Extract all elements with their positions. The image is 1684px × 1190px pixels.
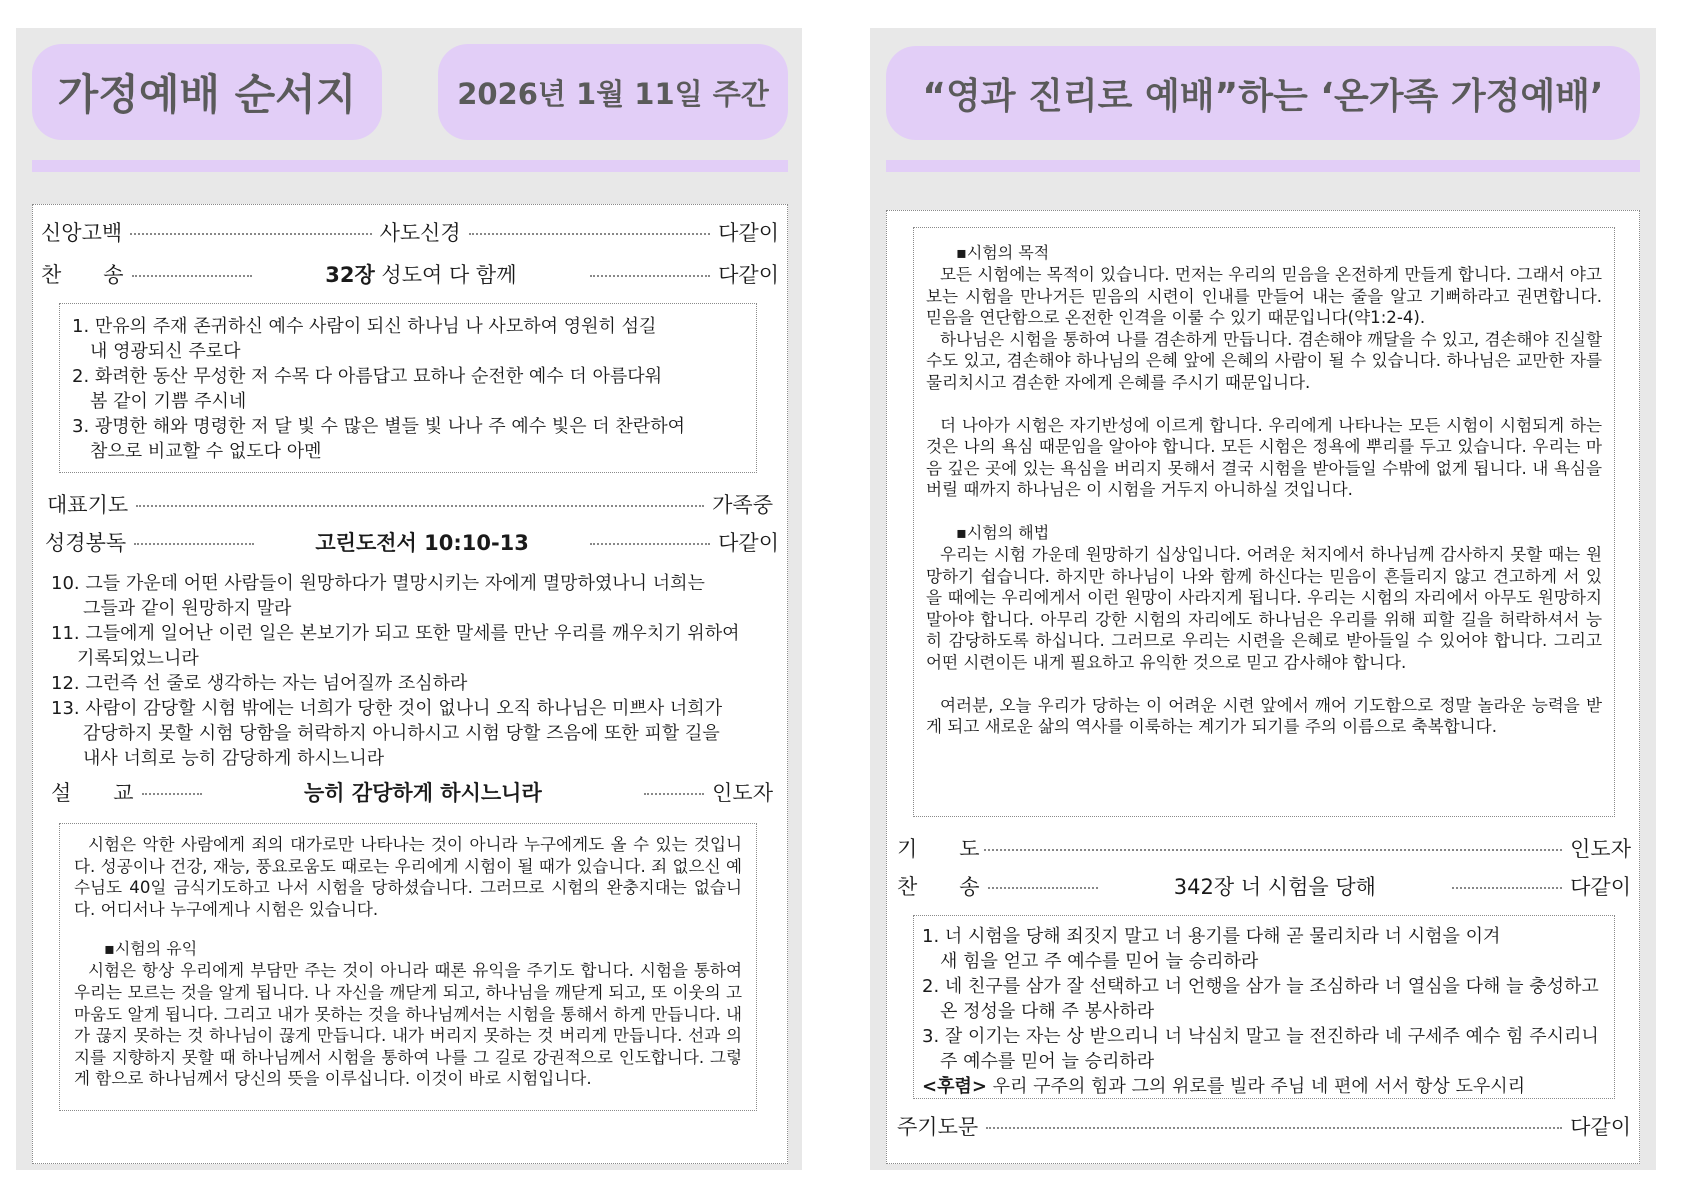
sermon-paragraph: 여러분, 오늘 우리가 당하는 이 어려운 시련 앞에서 깨어 기도함으로 정말 놀라운 능력을 받게 되고 새로운 삶의 역사를 이룩하는 계기가 되기를 주의 이름으로 축복합니다. — [926, 695, 1602, 737]
verse-line: 2. 네 친구를 삼가 잘 선택하고 너 언행을 삼가 늘 조심하라 너 열심을 다해 늘 충성하고 — [922, 976, 1599, 997]
verse-line: 1. 만유의 주재 존귀하신 예수 사람이 되신 하나님 나 사모하여 영원히 섬길 — [72, 316, 657, 337]
paragraph-gap — [74, 920, 742, 938]
verse-line: 감당하지 못할 시험 당함을 허락하지 아니하시고 시험 당할 즈음에 또한 피할 길을 — [83, 723, 720, 744]
refrain-label: <후렴> — [922, 1076, 987, 1097]
sermon-body — [913, 227, 1615, 817]
creed-row — [41, 217, 779, 247]
order-card — [32, 204, 788, 1164]
prayer-right: 인도자 — [1570, 837, 1631, 861]
prayer-label: 대표기도 — [47, 493, 129, 517]
leader-dots — [590, 275, 710, 277]
hymn-right: 다같이 — [718, 263, 779, 287]
verse-line: 온 정성을 다해 주 봉사하라 — [940, 1001, 1155, 1022]
hymn-title: 342장 너 시험을 당해 — [1173, 875, 1376, 899]
scripture-verse — [51, 621, 771, 671]
paragraph-gap — [926, 501, 1602, 522]
leader-dots — [142, 793, 202, 795]
verse-line: 2. 화려한 동산 무성한 저 수목 다 아름답고 묘하나 순전한 예수 더 아름다워 — [72, 366, 663, 387]
page-title: 가정예배 순서지 — [32, 44, 382, 140]
verse-line: 내사 너희로 능히 감당하게 하시느니라 — [83, 748, 385, 769]
verse-line: 주 예수를 믿어 늘 승리하라 — [940, 1051, 1155, 1072]
title-divider — [32, 160, 788, 172]
leader-dots — [130, 233, 371, 235]
sermon-subheading: ▪시험의 유익 — [104, 939, 198, 959]
hymn-verse — [922, 924, 1606, 974]
verse-line: 그들과 같이 원망하지 말라 — [83, 598, 292, 619]
paragraph-gap — [926, 394, 1602, 415]
reading-right: 다같이 — [718, 531, 779, 555]
sermon-subheading: ▪시험의 목적 — [956, 243, 1050, 262]
hymn-lyrics — [913, 915, 1615, 1099]
sermon-right: 인도자 — [712, 781, 773, 805]
verse-line: 11. 그들에게 일어난 이런 일은 본보기가 되고 또한 말세를 만난 우리를 깨우치기 위하여 — [51, 623, 740, 644]
sermon-body — [59, 823, 757, 1111]
hymn-refrain — [922, 1074, 1606, 1099]
refrain-text: 우리 구주의 힘과 그의 위로를 빌라 주님 네 편에 서서 항상 도우시리 — [986, 1076, 1526, 1097]
reading-label: 성경봉독 — [45, 531, 127, 555]
sermon-paragraph: 하나님은 시험을 통하여 나를 겸손하게 만듭니다. 겸손해야 깨달을 수 있고, 겸손해야 진실할 수도 있고, 겸손해야 하나님의 은혜 앞에 은혜의 사람이 될 수 있습니다. 하나님은 교만한 자를 물리치시고 겸손한 자에게 은혜를 주시기 때문입니다. — [926, 329, 1602, 392]
title-divider — [886, 160, 1640, 172]
hymn-row — [41, 259, 779, 289]
hymn-title — [260, 259, 583, 289]
scripture-verse — [51, 671, 771, 696]
hymn-label: 찬 송 — [897, 875, 980, 899]
page-title: “영과 진리로 예배”하는 ‘온가족 가정예배’ — [886, 46, 1640, 140]
leader-dots — [136, 505, 704, 507]
hymn-verse — [72, 314, 744, 364]
creed-center: 사도신경 — [379, 221, 461, 245]
sermon-title: 능히 감당하게 하시느니라 — [303, 781, 542, 805]
verse-line: 참으로 비교할 수 없도다 아멘 — [90, 441, 322, 462]
hymn-name: 성도여 다 함께 — [374, 263, 517, 287]
leader-dots — [988, 887, 1098, 889]
prayer-right: 가족중 — [712, 493, 773, 517]
leader-dots — [132, 275, 252, 277]
verse-line: 3. 잘 이기는 자는 상 받으리니 너 낙심치 말고 늘 전진하라 네 구세주 예수 힘 주시리니 — [922, 1026, 1599, 1047]
sermon-card — [886, 210, 1640, 1164]
creed-right: 다같이 — [718, 221, 780, 245]
hymn-verse — [72, 364, 744, 414]
sermon-paragraph: 더 나아가 시험은 자기반성에 이르게 합니다. 우리에게 나타나는 모든 시험이 시험되게 하는 것은 나의 욕심 때문임을 알아야 합니다. 모든 시험은 정욕에 뿌리를 두고 있습니다. 우리는 마음 깊은 곳에 있는 욕심을 버리지 못해서 결국 시험을 받아들일 수밖에 없게 됩니다. 내 욕심을 버릴 때까지 하나님은 이 시험을 거두지 아니하실 것입니다. — [926, 415, 1602, 500]
verse-line: 10. 그들 가운데 어떤 사람들이 원망하다가 멸망시키는 자에게 멸망하였나니 너희는 — [51, 573, 705, 594]
leader-dots — [986, 1127, 1562, 1129]
scripture-text — [51, 571, 771, 771]
sermon-label: 설 교 — [51, 781, 134, 805]
verse-line: 12. 그런즉 선 줄로 생각하는 자는 넘어질까 조심하라 — [51, 673, 468, 694]
verse-line: 봄 같이 기쁨 주시네 — [90, 391, 247, 412]
hymn-label: 찬 송 — [41, 263, 124, 287]
right-page — [870, 28, 1656, 1170]
lords-prayer-right: 다같이 — [1570, 1115, 1631, 1139]
sermon-paragraph: 우리는 시험 가운데 원망하기 십상입니다. 어려운 처지에서 하나님께 감사하지 못할 때는 원망하기 쉽습니다. 하지만 하나님이 나와 함께 하신다는 믿음이 흔들리지 않고 견고하게 서 있을 때에는 우리에게서 이런 원망이 사라지게 됩니다. 우리는 시험의 자리에서 아무도 원망하지 말아야 합니다. 아무리 강한 시험의 자리에도 하나님은 우리를 위해 피할 길을 허락하셔서 능히 감당하도록 하십니다. 그러므로 우리는 시련을 은혜로 받아들일 수 있어야 합니다. 그리고 어떤 시련이든 내게 필요하고 유익한 것으로 믿고 감사해야 합니다. — [926, 544, 1602, 672]
hymn-lyrics — [59, 303, 757, 473]
sermon-row — [51, 777, 773, 807]
prayer-row — [897, 833, 1631, 863]
leader-dots — [984, 849, 1563, 851]
verse-line: 3. 광명한 해와 명령한 저 달 빛 수 많은 별들 빛 나나 주 예수 빛은 더 찬란하여 — [72, 416, 685, 437]
left-page — [16, 28, 802, 1170]
leader-dots — [1452, 887, 1562, 889]
prayer-label: 기 도 — [897, 837, 980, 861]
prayer-row — [47, 489, 773, 519]
leader-dots — [590, 543, 710, 545]
scripture-verse — [51, 696, 771, 771]
reading-reference: 고린도전서 10:10-13 — [315, 531, 529, 555]
creed-label: 신앙고백 — [41, 221, 123, 245]
verse-line: 1. 너 시험을 당해 죄짓지 말고 너 용기를 다해 곧 물리치라 너 시험을 이겨 — [922, 926, 1501, 947]
sermon-paragraph: 모든 시험에는 목적이 있습니다. 먼저는 우리의 믿음을 온전하게 만들게 합니다. 그래서 야고보는 시험을 만나거든 믿음의 시련이 인내를 만들어 내는 줄을 알고 기뻐하라고 권면합니다. 믿음을 연단함으로 온전한 인격을 이룰 수 있기 때문입니다(약1:2-4). — [926, 265, 1602, 328]
lords-prayer-row — [897, 1111, 1631, 1141]
lords-prayer-label: 주기도문 — [897, 1115, 979, 1139]
reading-row — [45, 527, 779, 557]
hymn-verse — [72, 414, 744, 464]
sermon-paragraph: 시험은 항상 우리에게 부담만 주는 것이 아니라 때론 유익을 주기도 합니다. 시험을 통하여 우리는 모르는 것을 알게 됩니다. 나 자신을 깨닫게 되고, 하나님을 깨닫게 되고, 또 이웃의 고마움도 알게 됩니다. 그리고 내가 못하는 것을 하나님께서는 시험을 통해서 하게 만듭니다. 내가 끊지 못하는 것 하나님이 끊게 만듭니다. 내가 버리지 못하는 것 버리게 만듭니다. 선과 의지를 지향하지 못할 때 하나님께서 시험을 통하여 나를 그 길로 강권적으로 인도합니다. 그렇게 함으로 하나님께서 당신의 뜻을 이루십니다. 이것이 바로 시험입니다. — [74, 961, 742, 1089]
verse-line: 13. 사람이 감당할 시험 밖에는 너희가 당한 것이 없나니 오직 하나님은 미쁘사 너희가 — [51, 698, 723, 719]
hymn-right: 다같이 — [1570, 875, 1631, 899]
hymn-row — [897, 871, 1631, 901]
verse-line: 내 영광되신 주로다 — [90, 341, 241, 362]
hymn-number: 32장 — [325, 263, 375, 287]
paragraph-gap — [926, 674, 1602, 695]
leader-dots — [134, 543, 254, 545]
leader-dots — [644, 793, 704, 795]
sermon-paragraph: 시험은 악한 사람에게 죄의 대가로만 나타나는 것이 아니라 누구에게도 올 수 있는 것입니다. 성공이나 건강, 재능, 풍요로움도 때로는 우리에게 시험이 될 때가 있습니다. 죄 없으신 예수님도 40일 금식기도하고 나서 시험을 당하셨습니다. 그러므로 시험의 완충지대는 없습니다. 어디서나 누구에게나 시험은 있습니다. — [74, 835, 742, 919]
hymn-verse — [922, 974, 1606, 1024]
leader-dots — [469, 233, 710, 235]
verse-line: 기록되었느니라 — [77, 648, 199, 669]
sermon-subheading: ▪시험의 해법 — [956, 522, 1050, 542]
scripture-verse — [51, 571, 771, 621]
date-badge: 2026년 1월 11일 주간 — [438, 44, 788, 140]
hymn-verse — [922, 1024, 1606, 1074]
verse-line: 새 힘을 얻고 주 예수를 믿어 늘 승리하라 — [940, 951, 1259, 972]
